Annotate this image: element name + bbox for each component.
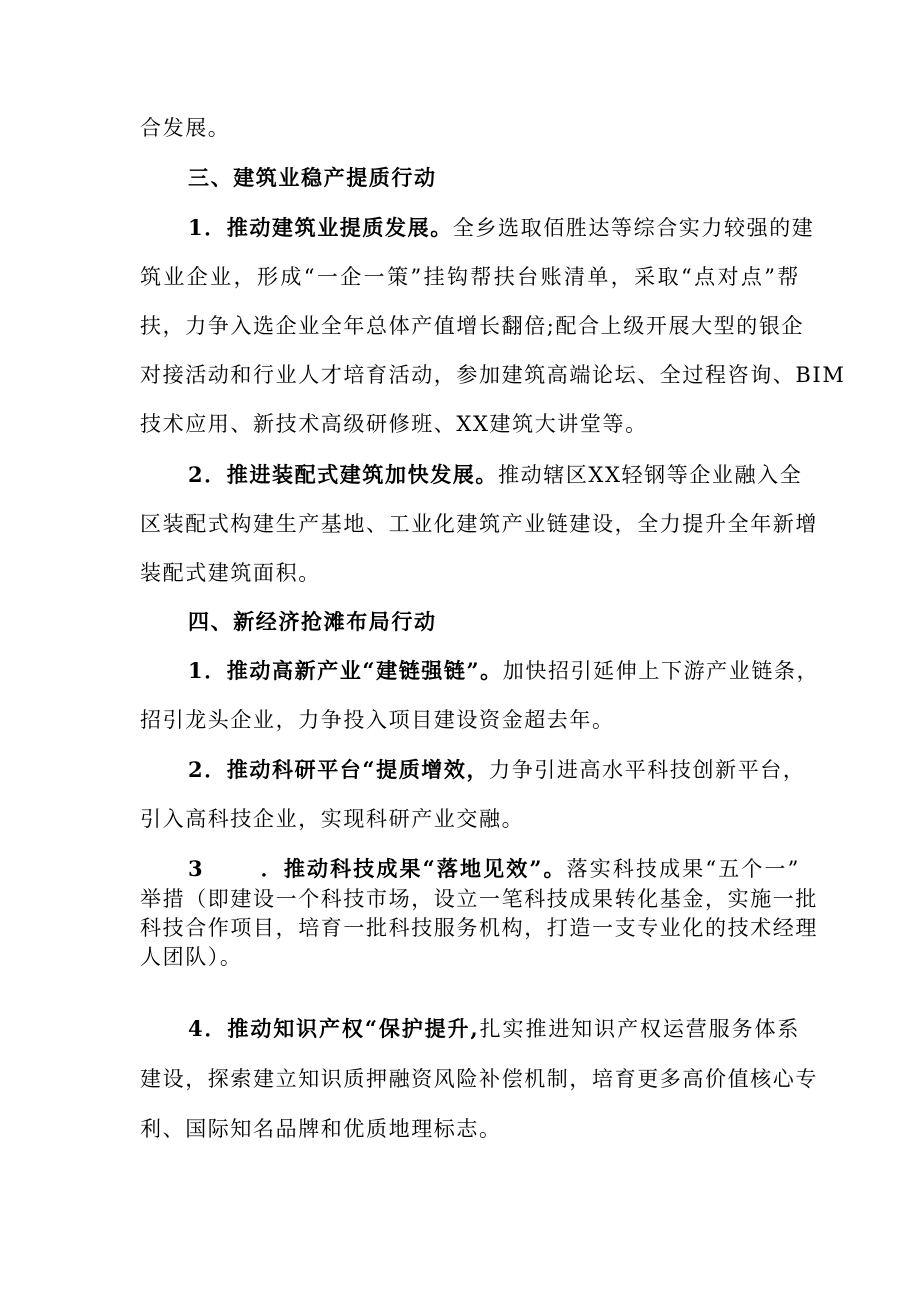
item-text: 力争引进高水平科技创新平台， — [489, 758, 806, 782]
item-text: 落实科技成果“五个一” — [566, 857, 800, 881]
text-line: 招引龙头企业，力争投入项目建设资金超去年。 — [140, 708, 615, 732]
text-line: 装配式建筑面积。 — [140, 561, 321, 585]
text-line: 扶，力争入选企业全年总体产值增长翻倍;配合上级开展大型的银企 — [140, 314, 805, 338]
item-title: 4．推动知识产权“保护提升, — [188, 1016, 480, 1041]
text-line: 举措（即建设一个科技市场，设立一笔科技成果转化基金，实施一批 — [140, 887, 818, 911]
text-line: 人团队）。 — [140, 945, 243, 969]
paragraph-line — [188, 754, 806, 786]
text-line: 合发展。 — [140, 116, 231, 140]
text-line: 对接活动和行业人才培育活动，参加建筑高端论坛、全过程咨询、BIM — [140, 363, 846, 387]
section-heading: 三、建筑业稳产提质行动 — [188, 165, 437, 190]
text-line: 利、国际知名品牌和优质地理标志。 — [140, 1117, 502, 1141]
paragraph-line — [188, 212, 815, 244]
text-line: 引入高科技企业，实现科研产业交融。 — [140, 807, 525, 831]
item-text: 加快招引延伸上下游产业链条， — [502, 659, 820, 683]
item-text: 推动辖区XX轻钢等企业融入全 — [498, 463, 803, 487]
paragraph-line — [188, 853, 800, 885]
item-text: 全乡选取佰胜达等综合实力较强的建 — [452, 216, 815, 240]
item-title: 1．推动高新产业“建链强链”。 — [188, 658, 503, 683]
text-line: 筑业企业，形成“一企一策”挂钩帮扶台账清单，采取“点对点”帮 — [140, 265, 800, 289]
text-line: 建设，探索建立知识质押融资风险补偿机制，培育更多高价值核心专 — [140, 1067, 818, 1091]
section-heading: 四、新经济抢滩布局行动 — [188, 609, 437, 634]
item-title: ．推动科技成果“落地见效”。 — [260, 856, 567, 881]
paragraph-line — [188, 1013, 800, 1045]
text-line: 科技合作项目，培育一批科技服务机构，打造一支专业化的技术经理 — [140, 916, 818, 940]
text-line: 区装配式构建生产基地、工业化建筑产业链建设，全力提升全年新增 — [140, 512, 818, 536]
item-title: 2．推动科研平台“提质增效， — [188, 757, 490, 782]
item-title: 2．推进装配式建筑加快发展。 — [188, 462, 499, 487]
paragraph-line — [188, 459, 803, 491]
paragraph-line — [188, 655, 820, 687]
text-line: 技术应用、新技术高级研修班、XX建筑大讲堂等。 — [140, 412, 648, 436]
item-title: 1．推动建筑业提质发展。 — [188, 215, 453, 240]
item-number: 3 — [188, 856, 205, 881]
item-text: 扎实推进知识产权运营服务体系 — [479, 1017, 800, 1041]
